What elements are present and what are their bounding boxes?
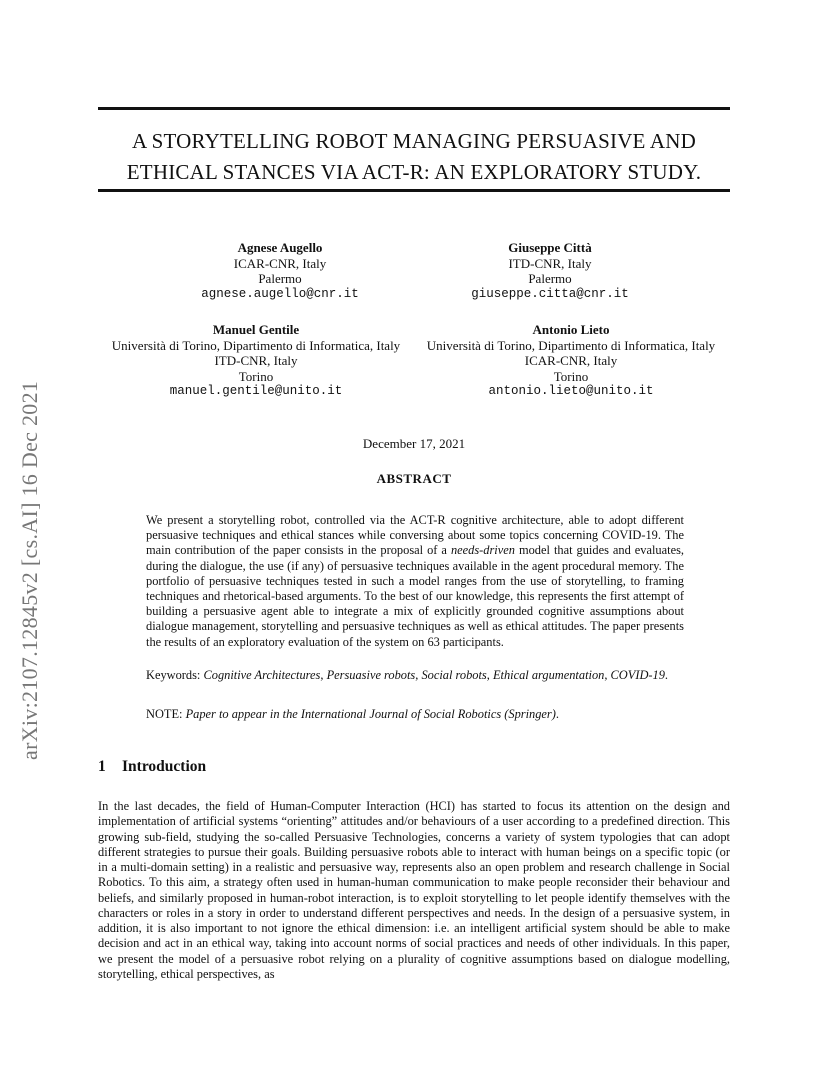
author-email[interactable]: antonio.lieto@unito.it <box>488 384 654 398</box>
author-email[interactable]: agnese.augello@cnr.it <box>201 286 359 301</box>
author-city: Torino <box>238 368 274 384</box>
keyword-separator: , <box>320 668 327 682</box>
keyword-separator: , <box>486 668 493 682</box>
author-name: Agnese Augello <box>237 240 323 255</box>
author-affiliation: Università di Torino, Dipartimento di Informatica, Italy <box>426 337 716 353</box>
author-city: Palermo <box>528 271 572 286</box>
keyword-separator: , <box>415 668 422 682</box>
abstract-emphasis: needs-driven <box>450 543 515 558</box>
section-heading-introduction <box>98 758 206 776</box>
title-top-rule <box>98 107 730 110</box>
author-name: Antonio Lieto <box>532 322 610 337</box>
keywords-label: Keywords: <box>146 668 204 682</box>
abstract-heading: ABSTRACT <box>376 471 452 486</box>
author-email[interactable]: manuel.gentile@unito.it <box>169 384 343 398</box>
abstract-part-2: model that guides and evaluates, during the dialogue, the use (if any) of persuasive techniques available in the agent procedural memory. The portfolio of persuasive techniques tested in such a model ranges from the use of storytelling, to framing techniques and rhetorical-based arguments. To the best of our knowledge, this represents the first attempt of building a persuasive agent able to integrate a mix of explicitly grounded cognitive assumptions about dialogue management, storytelling and persuasive techniques as well as ethical attitudes. The paper presents the results of an exploratory evaluation of the system on 63 participants. <box>146 543 684 649</box>
paper-title-line-2: ETHICAL STANCES VIA ACT-R: AN EXPLORATORY STUDY. <box>126 160 702 184</box>
paper-title <box>98 126 730 188</box>
author-block-lieto <box>415 322 727 400</box>
title-bottom-rule <box>98 189 730 192</box>
author-name: Giuseppe Città <box>508 240 592 255</box>
keywords-end: . <box>664 668 669 682</box>
note-text: Paper to appear in the International Journal of Social Robotics (Springer) <box>185 707 556 721</box>
note-end: . <box>555 707 559 721</box>
publication-note <box>146 707 684 722</box>
abstract-part-1: We present a storytelling robot, controlled via the ACT-R cognitive architecture, able to adopt different persuasive techniques and ethical stances while conversing about some topics concerning COVID-19. The main contribution of the paper consists in the proposal of a <box>146 513 684 558</box>
author-block-citta <box>420 240 680 302</box>
keyword: COVID-19 <box>610 668 665 682</box>
author-affiliation: ICAR-CNR, Italy <box>233 255 327 271</box>
author-email[interactable]: giuseppe.citta@cnr.it <box>471 286 629 301</box>
keyword: Social robots <box>421 668 487 682</box>
keyword-separator: , <box>604 668 611 682</box>
author-block-gentile <box>95 322 417 400</box>
publication-date: December 17, 2021 <box>362 436 466 451</box>
section-number: 1 <box>98 758 106 775</box>
author-city: Torino <box>553 368 589 384</box>
arxiv-identifier: arXiv:2107.12845v2 [cs.AI] 16 Dec 2021 <box>17 380 42 760</box>
keywords <box>146 668 684 683</box>
author-affiliation: Università di Torino, Dipartimento di Informatica, Italy <box>111 337 401 353</box>
introduction-paragraph: In the last decades, the field of Human-Computer Interaction (HCI) has started to focus its attention on the design and implementation of artificial systems “orienting” attitudes and/or behaviours of a user according to a predefined direction. This growing sub-field, studying the so-called Persuasive Technologies, concerns a variety of system typologies that can adopt different strategies to pursue their goals. Building persuasive robots able to interact with human beings on a specific topic (or in a multi-domain setting) in a realistic and persuasive way, represents also an open problem and research challenge in Social Robotics. To this aim, a strategy often used in human-human communication to make people reconsider their behaviour and beliefs, and similarly proposed in human-robot interaction, is to exploit storytelling to let people identify themselves with the characters or roles in a story in order to understand different perspectives and needs. In the design of a persuasive system, in addition, it is also important to not ignore the ethical dimension: i.e. an intelligent artificial system should be able to make decision and act in an ethical way, taking into account norms of social practices and needs of other individuals. In this paper, we present the model of a persuasive robot relying on a plurality of cognitive assumptions based on dialogue modelling, storytelling, ethical perspectives, as <box>98 799 730 981</box>
section-title: Introduction <box>122 758 207 775</box>
keyword: Cognitive Architectures <box>203 668 321 682</box>
abstract-text <box>146 513 684 650</box>
author-affiliation-secondary: ICAR-CNR, Italy <box>524 353 618 368</box>
author-block-augello <box>140 240 420 302</box>
keyword: Ethical argumentation <box>492 668 605 682</box>
paper-title-line-1: A STORYTELLING ROBOT MANAGING PERSUASIVE AND <box>132 129 696 153</box>
author-affiliation-secondary: ITD-CNR, Italy <box>214 353 298 368</box>
author-name: Manuel Gentile <box>212 322 300 337</box>
keyword: Persuasive robots <box>326 668 416 682</box>
note-label: NOTE: <box>146 707 186 721</box>
author-city: Palermo <box>258 271 302 286</box>
author-affiliation: ITD-CNR, Italy <box>508 255 592 271</box>
